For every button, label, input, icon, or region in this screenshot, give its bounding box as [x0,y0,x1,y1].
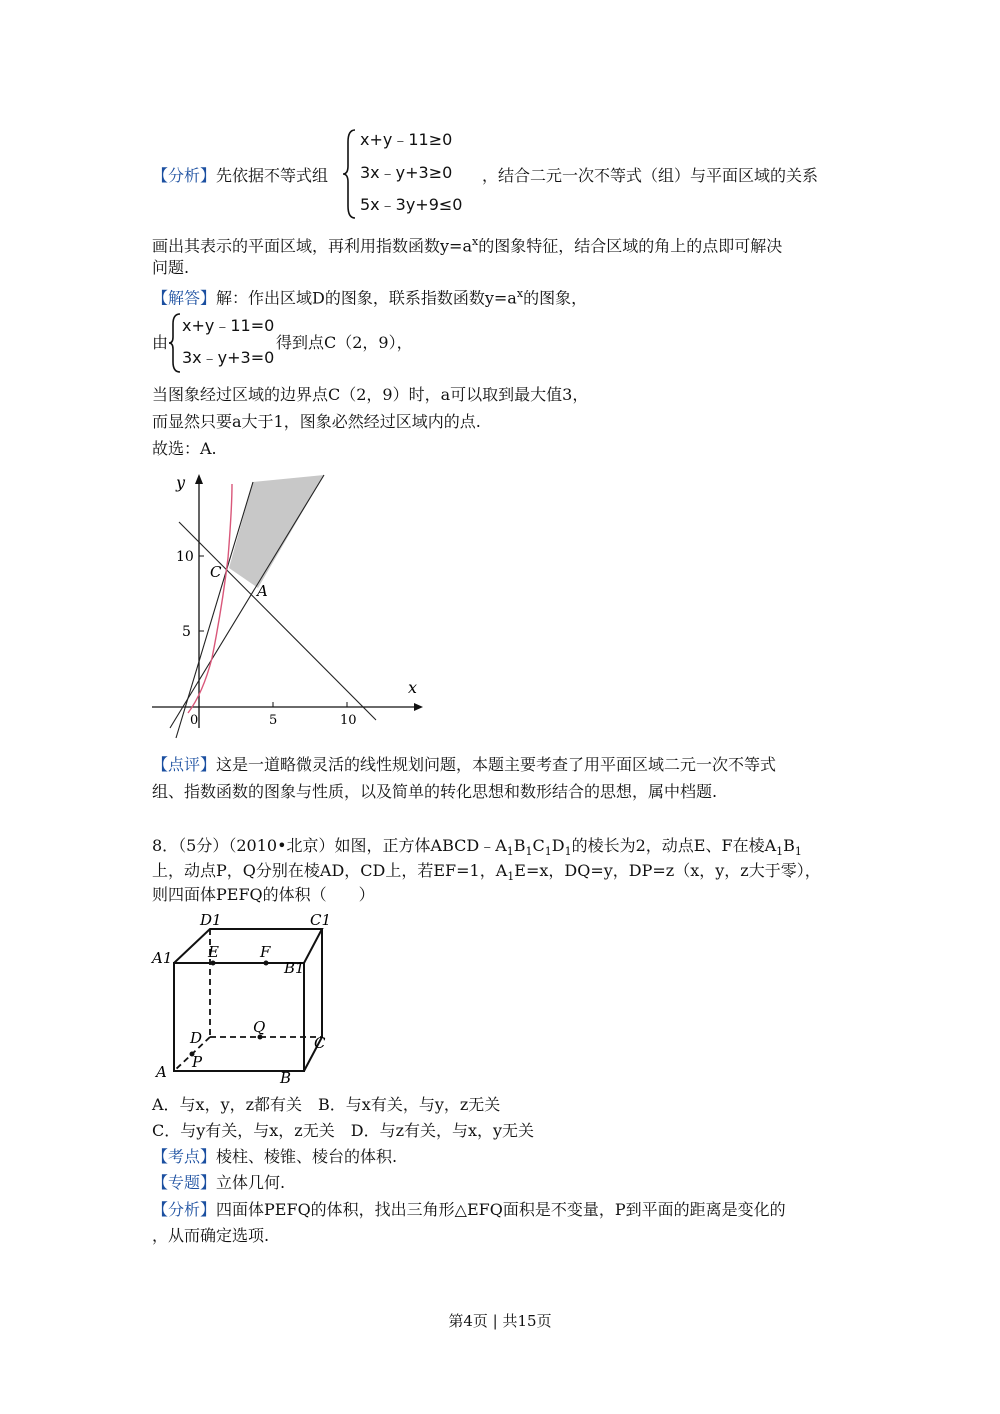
fenxi-tag: 【分析】 [152,1200,217,1219]
x-tick-label-0: 0 [190,713,199,728]
label-q: Q [253,1018,266,1036]
kaodian-tag: 【考点】 [152,1147,217,1166]
solution-tag: 【解答】 [152,288,217,308]
system-brace-1 [342,128,358,220]
point-c-label: C [210,563,222,581]
label-f: F [260,943,271,961]
cube-figure [150,905,340,1087]
region-graph [148,468,428,740]
solution-you: 由 [152,333,169,352]
label-b1: B1 [284,959,305,977]
x-axis-arrow [414,703,423,711]
x-tick-label-10: 10 [340,713,357,728]
system2-eq1: x+y﹣11=0 [182,316,275,335]
q8-line-3: 则四面体PEFQ的体积（ ） [152,885,375,904]
x-tick-label-5: 5 [269,713,278,728]
feasible-region [229,475,324,588]
solution-line-4: 而显然只要a大于1，图象必然经过区域内的点. [152,412,481,431]
solution-get-point: 得到点C（2，9）， [276,333,413,352]
x-label: x [408,678,418,697]
label-b: B [280,1069,292,1087]
cube-top-edges [174,929,322,963]
analysis-line-1 [152,166,328,186]
q8-options-row-1: A．与x，y，z都有关 B．与x有关，与y，z无关 [152,1095,501,1114]
q8-line-2: 上，动点P，Q分别在棱AD，CD上，若EF=1，$A_1E=x$，DQ=y，DP=z（x，y，z大于零）， [152,861,821,884]
label-c1: C1 [310,911,332,929]
zhuanti-tag: 【专题】 [152,1173,217,1192]
point-f [264,961,269,966]
analysis-tag: 【分析】 [152,166,217,185]
label-a: A [156,1063,167,1081]
analysis-line-2: 画出其表示的平面区域，再利用指数函数$y=a^x$的图象特征，结合区域的角上的点即可解决 [152,235,783,256]
label-p: P [192,1053,203,1071]
analysis-line-3: 问题. [152,258,190,277]
q8-options-row-2: C．与y有关，与x，z无关 D．与z有关，与x，y无关 [152,1121,535,1140]
q8-line-1: 8．（5分）（2010•北京）如图，正方体$ABCD﹣A_1B_1C_1D_1$的棱长为2，动点E、F在棱$A_1B_1$ [152,836,802,859]
analysis-post: ，结合二元一次不等式（组）与平面区域的关系 [482,166,819,185]
comment-line-2: 组、指数函数的图象与性质，以及简单的转化思想和数形结合的思想，属中档题. [152,782,718,801]
system1-eq1: x+y﹣11≥0 [360,130,453,149]
analysis-pre: 先依据不等式组 [216,166,329,185]
solution-line-3: 当图象经过区域的边界点C（2，9）时，a可以取到最大值3， [152,385,589,404]
point-a-label: A [257,582,268,600]
solution-line-1: 【解答】解：作出区域D的图象，联系指数函数$y=a^x$的图象， [152,287,588,308]
y-axis-arrow [195,474,203,484]
q8-kaodian: 【考点】棱柱、棱锥、棱台的体积. [152,1147,398,1166]
point-e [211,961,216,966]
label-e: E [208,943,219,961]
q8-fenxi-line-2: ，从而确定选项. [152,1226,270,1245]
label-c: C [314,1034,326,1052]
exponential-curve [188,484,232,713]
comment-line-1: 【点评】这是一道略微灵活的线性规划问题，本题主要考查了用平面区域二元一次不等式 [152,755,777,774]
system1-eq3: 5x﹣3y+9≤0 [360,195,463,214]
y-tick-label-10: 10 [176,549,194,565]
q8-fenxi-line-1: 【分析】四面体PEFQ的体积，找出三角形△EFQ面积是不变量，P到平面的距离是变化的 [152,1200,786,1219]
label-d1: D1 [200,911,222,929]
comment-tag: 【点评】 [152,755,217,774]
label-a1: A1 [152,949,173,967]
system-brace-2 [168,312,182,374]
q8-zhuanti: 【专题】立体几何. [152,1173,286,1192]
system1-eq2: 3x﹣y+3≥0 [360,163,453,182]
solution-line-5: 故选：A. [152,439,217,458]
page-footer: 第4页 | 共15页 [448,1312,552,1330]
label-d: D [190,1029,203,1047]
y-tick-label-5: 5 [182,624,191,640]
y-label: y [176,473,186,492]
system2-eq2: 3x﹣y+3=0 [182,348,275,367]
